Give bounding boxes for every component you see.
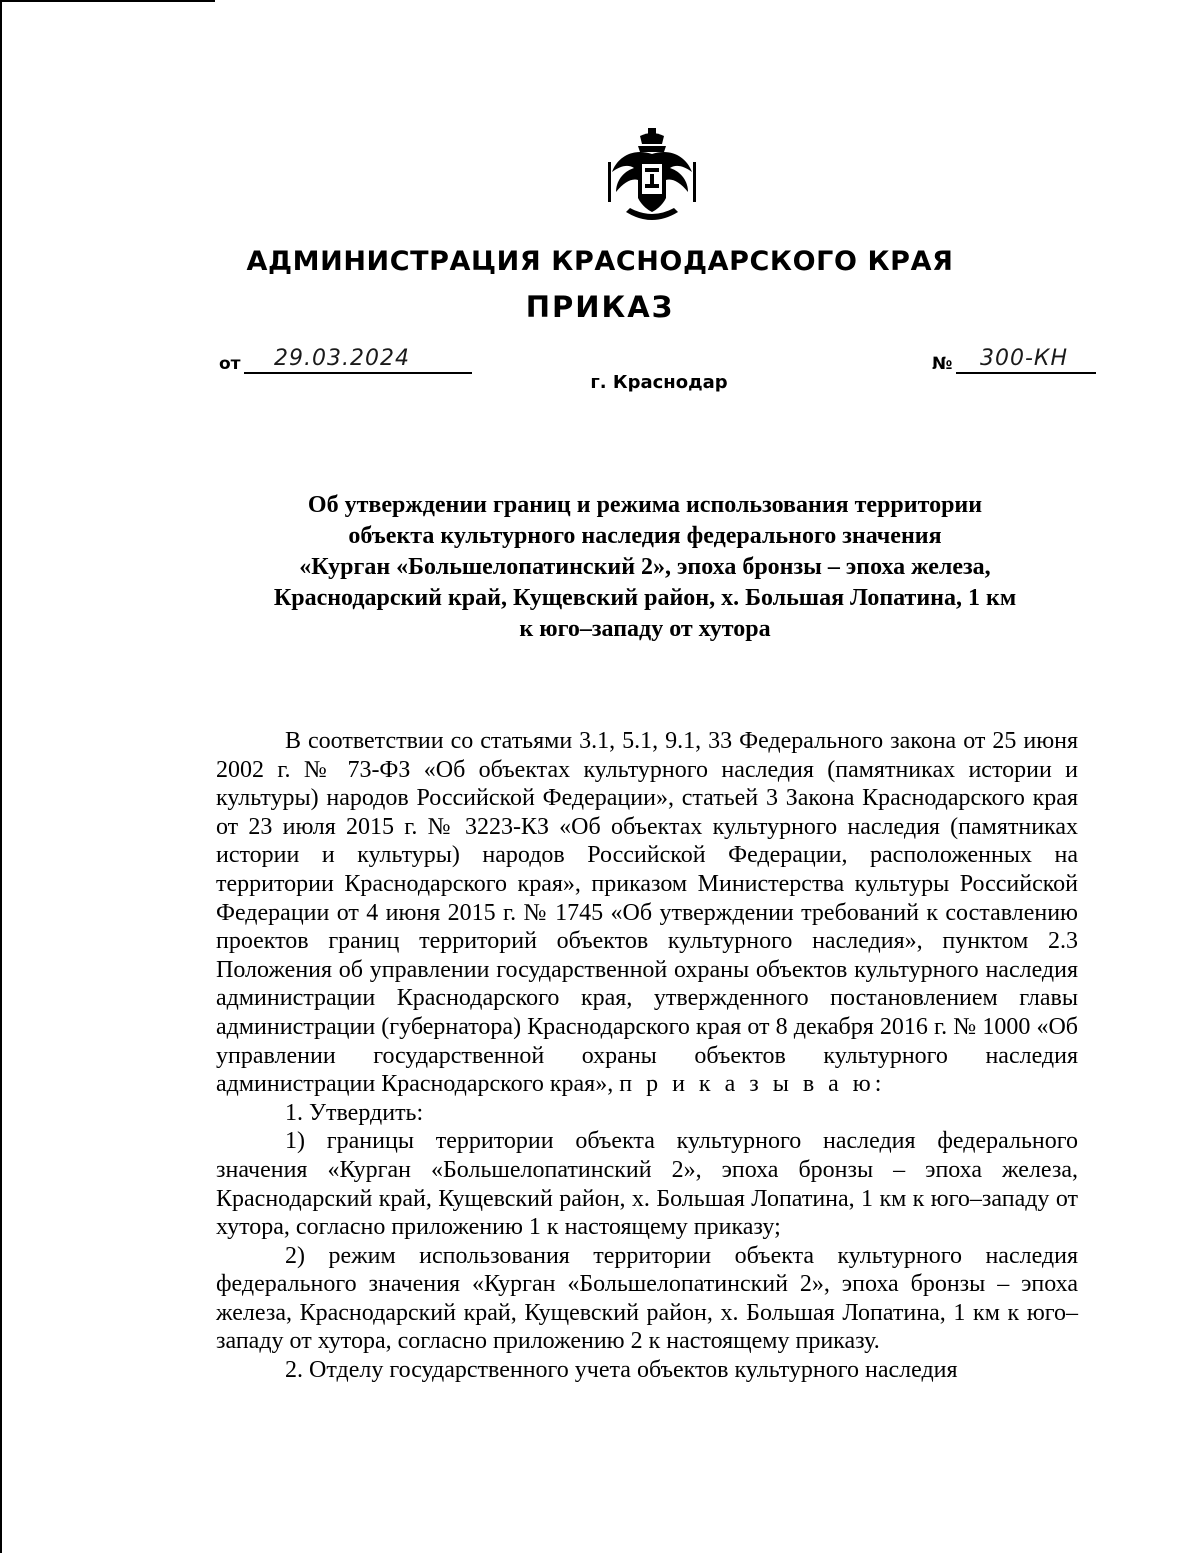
title-line: Краснодарский край, Кущевский район, х. Большая Лопатина, 1 км: [273, 585, 1017, 611]
coat-of-arms-emblem: [604, 128, 700, 228]
preamble-paragraph: [216, 727, 1078, 1099]
city-name: г. Краснодар: [590, 372, 728, 393]
scan-edge-left: [0, 0, 2, 1553]
title-line: к юго–западу от хутора: [519, 616, 771, 642]
document-title: [200, 490, 1090, 645]
item-2: 2. Отделу государственного учета объектов культурного наследия: [285, 1357, 958, 1384]
date-label: от: [219, 354, 241, 374]
preamble-text: В соответствии со статьями 3.1, 5.1, 9.1, 33 Федерального закона от 25 июня 2002 г. № 73-ФЗ «Об объектах культурного наследия (памятниках истории и культуры) народов Российской Федерации», статьей 3 Закона Краснодарского края от 23 июля 2015 г. № 3223-КЗ «Об объектах культурного наследия (памятниках истории и культуры) народов Российской Федерации, расположенных на территории Краснодарского края», приказом Министерства культуры Российской Федерации от 4 июня 2015 г. № 1745 «Об утверждении требований к составлению проектов границ территорий объектов культурного наследия», пунктом 2.3 Положения об управлении государственной охраны объектов культурного наследия администрации Краснодарского края, утвержденного постановлением главы администрации (губернатора) Краснодарского края от 8 декабря 2016 г. № 1000 «Об управлении государственной охраны объектов культурного наследия администрации Краснодарского края»,: [216, 728, 1078, 1098]
title-line: «Курган «Большелопатинский 2», эпоха бронзы – эпоха железа,: [299, 554, 991, 580]
item-1: 1. Утвердить:: [285, 1099, 424, 1126]
order-word: п р и к а з ы в а ю:: [619, 1071, 886, 1098]
handwritten-number: 300-КН: [980, 346, 1069, 371]
document-body: [216, 727, 1078, 1385]
title-line: Об утверждении границ и режима использования территории: [307, 492, 983, 518]
document-type: ПРИКАЗ: [525, 290, 675, 324]
item-1-1: 1) границы территории объекта культурного наследия федерального значения «Курган «Большелопатинский 2», эпоха бронзы – эпоха железа, Краснодарский край, Кущевский район, х. Большая Лопатина, 1 км к юго–западу от хутора, согласно приложению 1 к настоящему приказу;: [216, 1128, 1078, 1241]
organization-name: АДМИНИСТРАЦИЯ КРАСНОДАРСКОГО КРАЯ: [246, 246, 954, 277]
number-label: №: [932, 354, 953, 374]
item-1-2: 2) режим использования территории объекта культурного наследия федерального значения «Курган «Большелопатинский 2», эпоха бронзы – эпоха железа, Краснодарский край, Кущевский район, х. Большая Лопатина, 1 км к юго–западу от хутора, согласно приложению 2 к настоящему приказу.: [216, 1242, 1078, 1355]
title-line: объекта культурного наследия федерального значения: [348, 523, 942, 549]
scan-edge-top: [0, 0, 215, 2]
handwritten-date: 29.03.2024: [274, 346, 410, 371]
